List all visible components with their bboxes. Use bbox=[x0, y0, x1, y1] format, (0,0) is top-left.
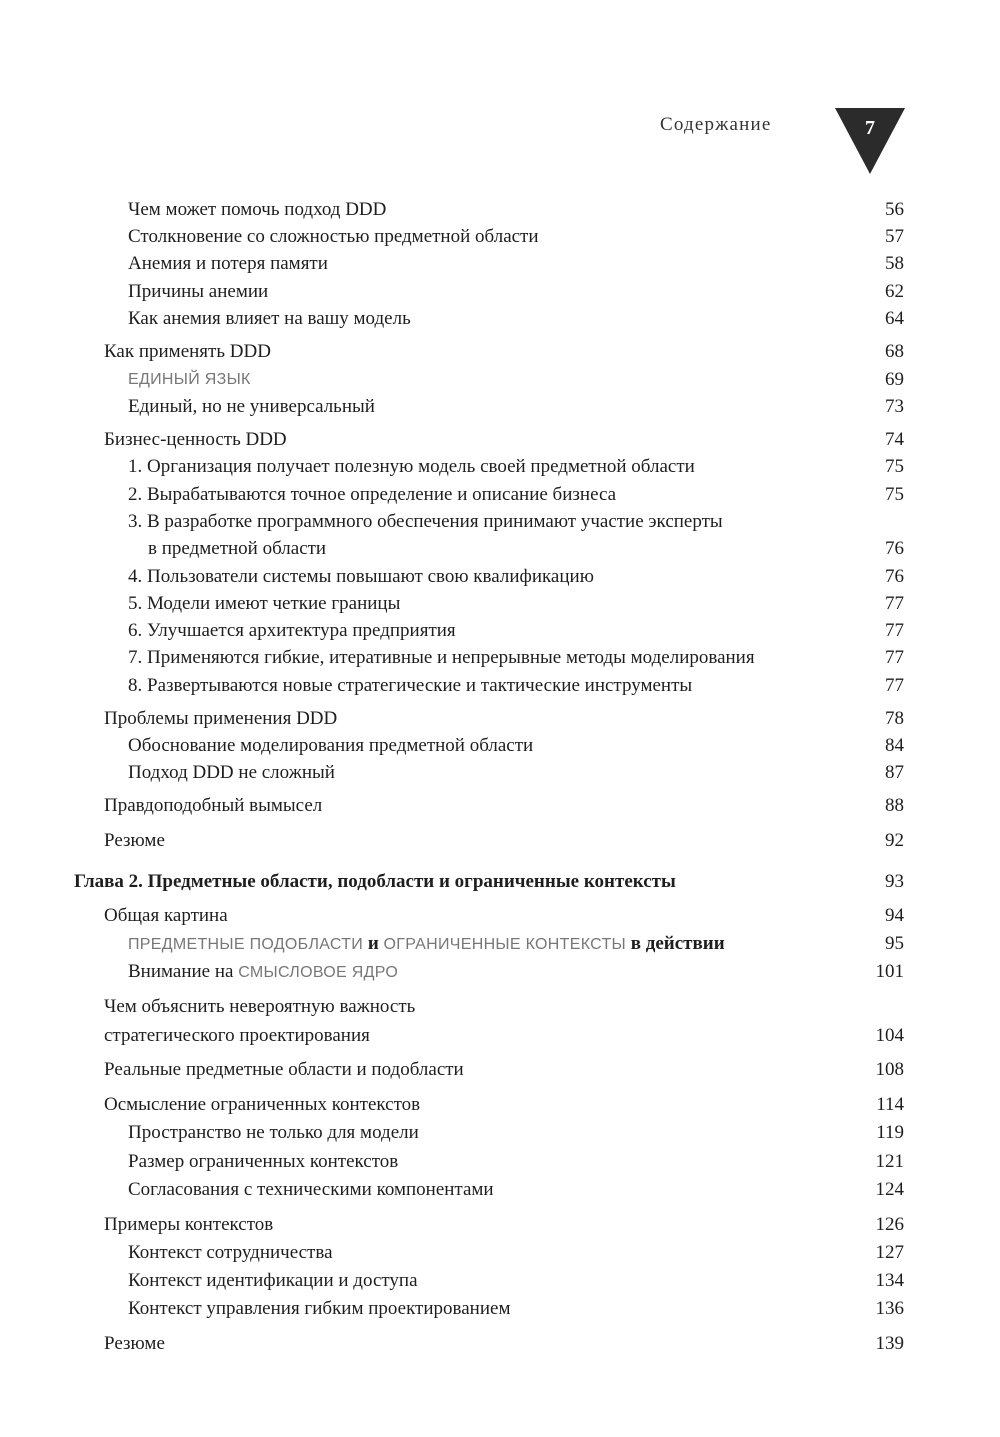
toc-entry-page: 92 bbox=[885, 830, 904, 851]
toc-entry-page: 68 bbox=[885, 341, 904, 362]
toc-entry[interactable] bbox=[0, 224, 904, 250]
toc-entry-page: 73 bbox=[885, 396, 904, 417]
toc-entry-page: 93 bbox=[885, 871, 904, 892]
toc-entry-title: 7. Применяются гибкие, итеративные и непрерывные методы моделирования bbox=[128, 647, 755, 668]
toc-entry-page: 121 bbox=[875, 1151, 904, 1172]
toc-entry[interactable] bbox=[0, 1331, 904, 1357]
toc-entry-page: 69 bbox=[885, 369, 904, 390]
toc-entry-page: 139 bbox=[875, 1333, 904, 1354]
toc-entry-page: 62 bbox=[885, 281, 904, 302]
toc-entry-title-continued: в предметной области bbox=[148, 538, 327, 559]
toc-entry[interactable] bbox=[0, 1092, 904, 1118]
toc-entry-title: 1. Организация получает полезную модель своей предметной области bbox=[128, 456, 695, 477]
toc-entry-page: 77 bbox=[885, 675, 904, 696]
toc-entry-page: 74 bbox=[885, 429, 904, 450]
toc-entry-page: 77 bbox=[885, 593, 904, 614]
toc-entry[interactable] bbox=[0, 1023, 904, 1049]
toc-entry-page: 56 bbox=[885, 199, 904, 220]
toc-entry[interactable] bbox=[0, 793, 904, 819]
toc-entry[interactable] bbox=[0, 306, 904, 332]
term-smallcaps: СМЫСЛОВОЕ ЯДРО bbox=[238, 964, 399, 981]
title-text: Внимание на bbox=[128, 961, 234, 982]
toc-entry-title: Чем объяснить невероятную важность bbox=[104, 996, 416, 1017]
toc-entry[interactable] bbox=[0, 959, 904, 985]
toc-entry[interactable] bbox=[0, 564, 904, 590]
toc-entry-title: 3. В разработке программного обеспечения принимают участие эксперты bbox=[128, 511, 723, 532]
toc-entry[interactable] bbox=[0, 931, 904, 957]
toc-entry-page: 95 bbox=[885, 933, 904, 954]
toc-entry[interactable] bbox=[0, 454, 904, 480]
toc-entry[interactable] bbox=[0, 1057, 904, 1083]
toc-entry-title: Резюме bbox=[104, 1333, 165, 1354]
title-text: в действии bbox=[630, 933, 725, 954]
toc-entry-page: 77 bbox=[885, 647, 904, 668]
toc-entry[interactable] bbox=[0, 1120, 904, 1146]
term-smallcaps: ПРЕДМЕТНЫЕ ПОДОБЛАСТИ bbox=[128, 936, 364, 953]
toc-entry[interactable] bbox=[0, 673, 904, 699]
toc-entry-page: 76 bbox=[885, 538, 904, 559]
toc-entry-title: Столкновение со сложностью предметной области bbox=[128, 226, 539, 247]
toc-entry-page: 88 bbox=[885, 795, 904, 816]
toc-entry-title: Правдоподобный вымысел bbox=[104, 795, 323, 816]
toc-entry[interactable] bbox=[0, 367, 904, 393]
toc-entry-title: Контекст управления гибким проектированием bbox=[128, 1298, 511, 1319]
toc-entry-title: Общая картина bbox=[104, 905, 228, 926]
toc-entry-title: Бизнес-ценность DDD bbox=[104, 429, 287, 450]
toc-entry-page: 75 bbox=[885, 484, 904, 505]
toc-entry-title: 2. Вырабатываются точное определение и описание бизнеса bbox=[128, 484, 617, 505]
toc-entry[interactable] bbox=[0, 828, 904, 854]
toc-entry-page: 101 bbox=[875, 961, 904, 982]
toc-entry-title: Размер ограниченных контекстов bbox=[128, 1151, 399, 1172]
toc-entry-page: 77 bbox=[885, 620, 904, 641]
toc-entry-title: Причины анемии bbox=[128, 281, 269, 302]
toc-entry-page: 119 bbox=[876, 1122, 904, 1143]
toc-entry[interactable] bbox=[0, 733, 904, 759]
page-number-badge bbox=[835, 108, 905, 174]
toc-entry[interactable] bbox=[0, 903, 904, 929]
toc-entry-page: 108 bbox=[875, 1059, 904, 1080]
toc-entry-page: 87 bbox=[885, 762, 904, 783]
toc-entry[interactable] bbox=[0, 251, 904, 277]
toc-entry-title: 5. Модели имеют четкие границы bbox=[128, 593, 401, 614]
toc-entry[interactable] bbox=[0, 1240, 904, 1266]
toc-entry-page: 136 bbox=[875, 1298, 904, 1319]
toc-entry-title bbox=[128, 931, 725, 958]
running-header-title: Содержание bbox=[660, 114, 772, 135]
toc-entry-title: Контекст сотрудничества bbox=[128, 1242, 333, 1263]
toc-entry[interactable] bbox=[0, 645, 904, 671]
toc-entry[interactable] bbox=[0, 197, 904, 223]
toc-entry[interactable] bbox=[0, 706, 904, 732]
toc-entry-title bbox=[128, 959, 398, 986]
toc-entry-page: 127 bbox=[875, 1242, 904, 1263]
toc-entry-page: 58 bbox=[885, 253, 904, 274]
title-text: и bbox=[367, 933, 379, 954]
toc-entry[interactable] bbox=[0, 760, 904, 786]
toc-entry[interactable] bbox=[0, 994, 904, 1020]
toc-entry-title: 8. Развертываются новые стратегические и тактические инструменты bbox=[128, 675, 693, 696]
toc-entry-page: 64 bbox=[885, 308, 904, 329]
toc-entry-title: ЕДИНЫЙ ЯЗЫК bbox=[128, 371, 251, 388]
toc-entry-title: 6. Улучшается архитектура предприятия bbox=[128, 620, 456, 641]
toc-entry[interactable] bbox=[0, 1212, 904, 1238]
toc-entry[interactable] bbox=[0, 509, 904, 535]
toc-entry-title: Единый, но не универсальный bbox=[128, 396, 375, 417]
toc-entry[interactable] bbox=[0, 279, 904, 305]
toc-entry-title: Чем может помочь подход DDD bbox=[128, 199, 387, 220]
toc-entry[interactable] bbox=[0, 339, 904, 365]
toc-entry[interactable] bbox=[0, 1149, 904, 1175]
toc-entry[interactable] bbox=[0, 1268, 904, 1294]
toc-entry-page: 124 bbox=[875, 1179, 904, 1200]
toc-entry-title: Осмысление ограниченных контекстов bbox=[104, 1094, 421, 1115]
toc-entry-page: 134 bbox=[875, 1270, 904, 1291]
toc-entry[interactable] bbox=[0, 618, 904, 644]
toc-entry[interactable] bbox=[0, 591, 904, 617]
toc-entry-title: 4. Пользователи системы повышают свою квалификацию bbox=[128, 566, 594, 587]
toc-entry[interactable] bbox=[0, 427, 904, 453]
toc-entry-page: 57 bbox=[885, 226, 904, 247]
toc-entry-page: 76 bbox=[885, 566, 904, 587]
toc-entry[interactable] bbox=[0, 536, 904, 562]
toc-entry-title-continued: стратегического проектирования bbox=[104, 1025, 370, 1046]
toc-entry-title: Как анемия влияет на вашу модель bbox=[128, 308, 411, 329]
term-smallcaps: ОГРАНИЧЕННЫЕ КОНТЕКСТЫ bbox=[383, 936, 626, 953]
toc-chapter-title: Глава 2. Предметные области, подобласти и ограниченные контексты bbox=[74, 871, 676, 892]
toc-entry-title: Контекст идентификации и доступа bbox=[128, 1270, 418, 1291]
toc-entry[interactable] bbox=[0, 1296, 904, 1322]
toc-entry-title: Примеры контекстов bbox=[104, 1214, 274, 1235]
page-number: 7 bbox=[865, 117, 875, 139]
toc-entry-title: Пространство не только для модели bbox=[128, 1122, 419, 1143]
toc-entry[interactable] bbox=[0, 1177, 904, 1203]
toc-entry-page: 126 bbox=[875, 1214, 904, 1235]
toc-entry-title: Проблемы применения DDD bbox=[104, 708, 338, 729]
toc-entry-page: 84 bbox=[885, 735, 904, 756]
toc-entry-page: 75 bbox=[885, 456, 904, 477]
toc-entry[interactable] bbox=[0, 394, 904, 420]
toc-entry-title: Обоснование моделирования предметной области bbox=[128, 735, 534, 756]
toc-entry-title: Подход DDD не сложный bbox=[128, 762, 335, 783]
toc-entry-page: 78 bbox=[885, 708, 904, 729]
toc-entry-page: 94 bbox=[885, 905, 904, 926]
toc-chapter-entry[interactable] bbox=[0, 869, 904, 895]
toc-entry-page: 104 bbox=[875, 1025, 904, 1046]
toc-entry-title: Согласования с техническими компонентами bbox=[128, 1179, 494, 1200]
toc-entry-title: Анемия и потеря памяти bbox=[128, 253, 328, 274]
toc-entry[interactable] bbox=[0, 482, 904, 508]
toc-entry-title: Как применять DDD bbox=[104, 341, 271, 362]
toc-entry-page: 114 bbox=[876, 1094, 904, 1115]
toc-entry-title: Резюме bbox=[104, 830, 165, 851]
toc-entry-title: Реальные предметные области и подобласти bbox=[104, 1059, 464, 1080]
